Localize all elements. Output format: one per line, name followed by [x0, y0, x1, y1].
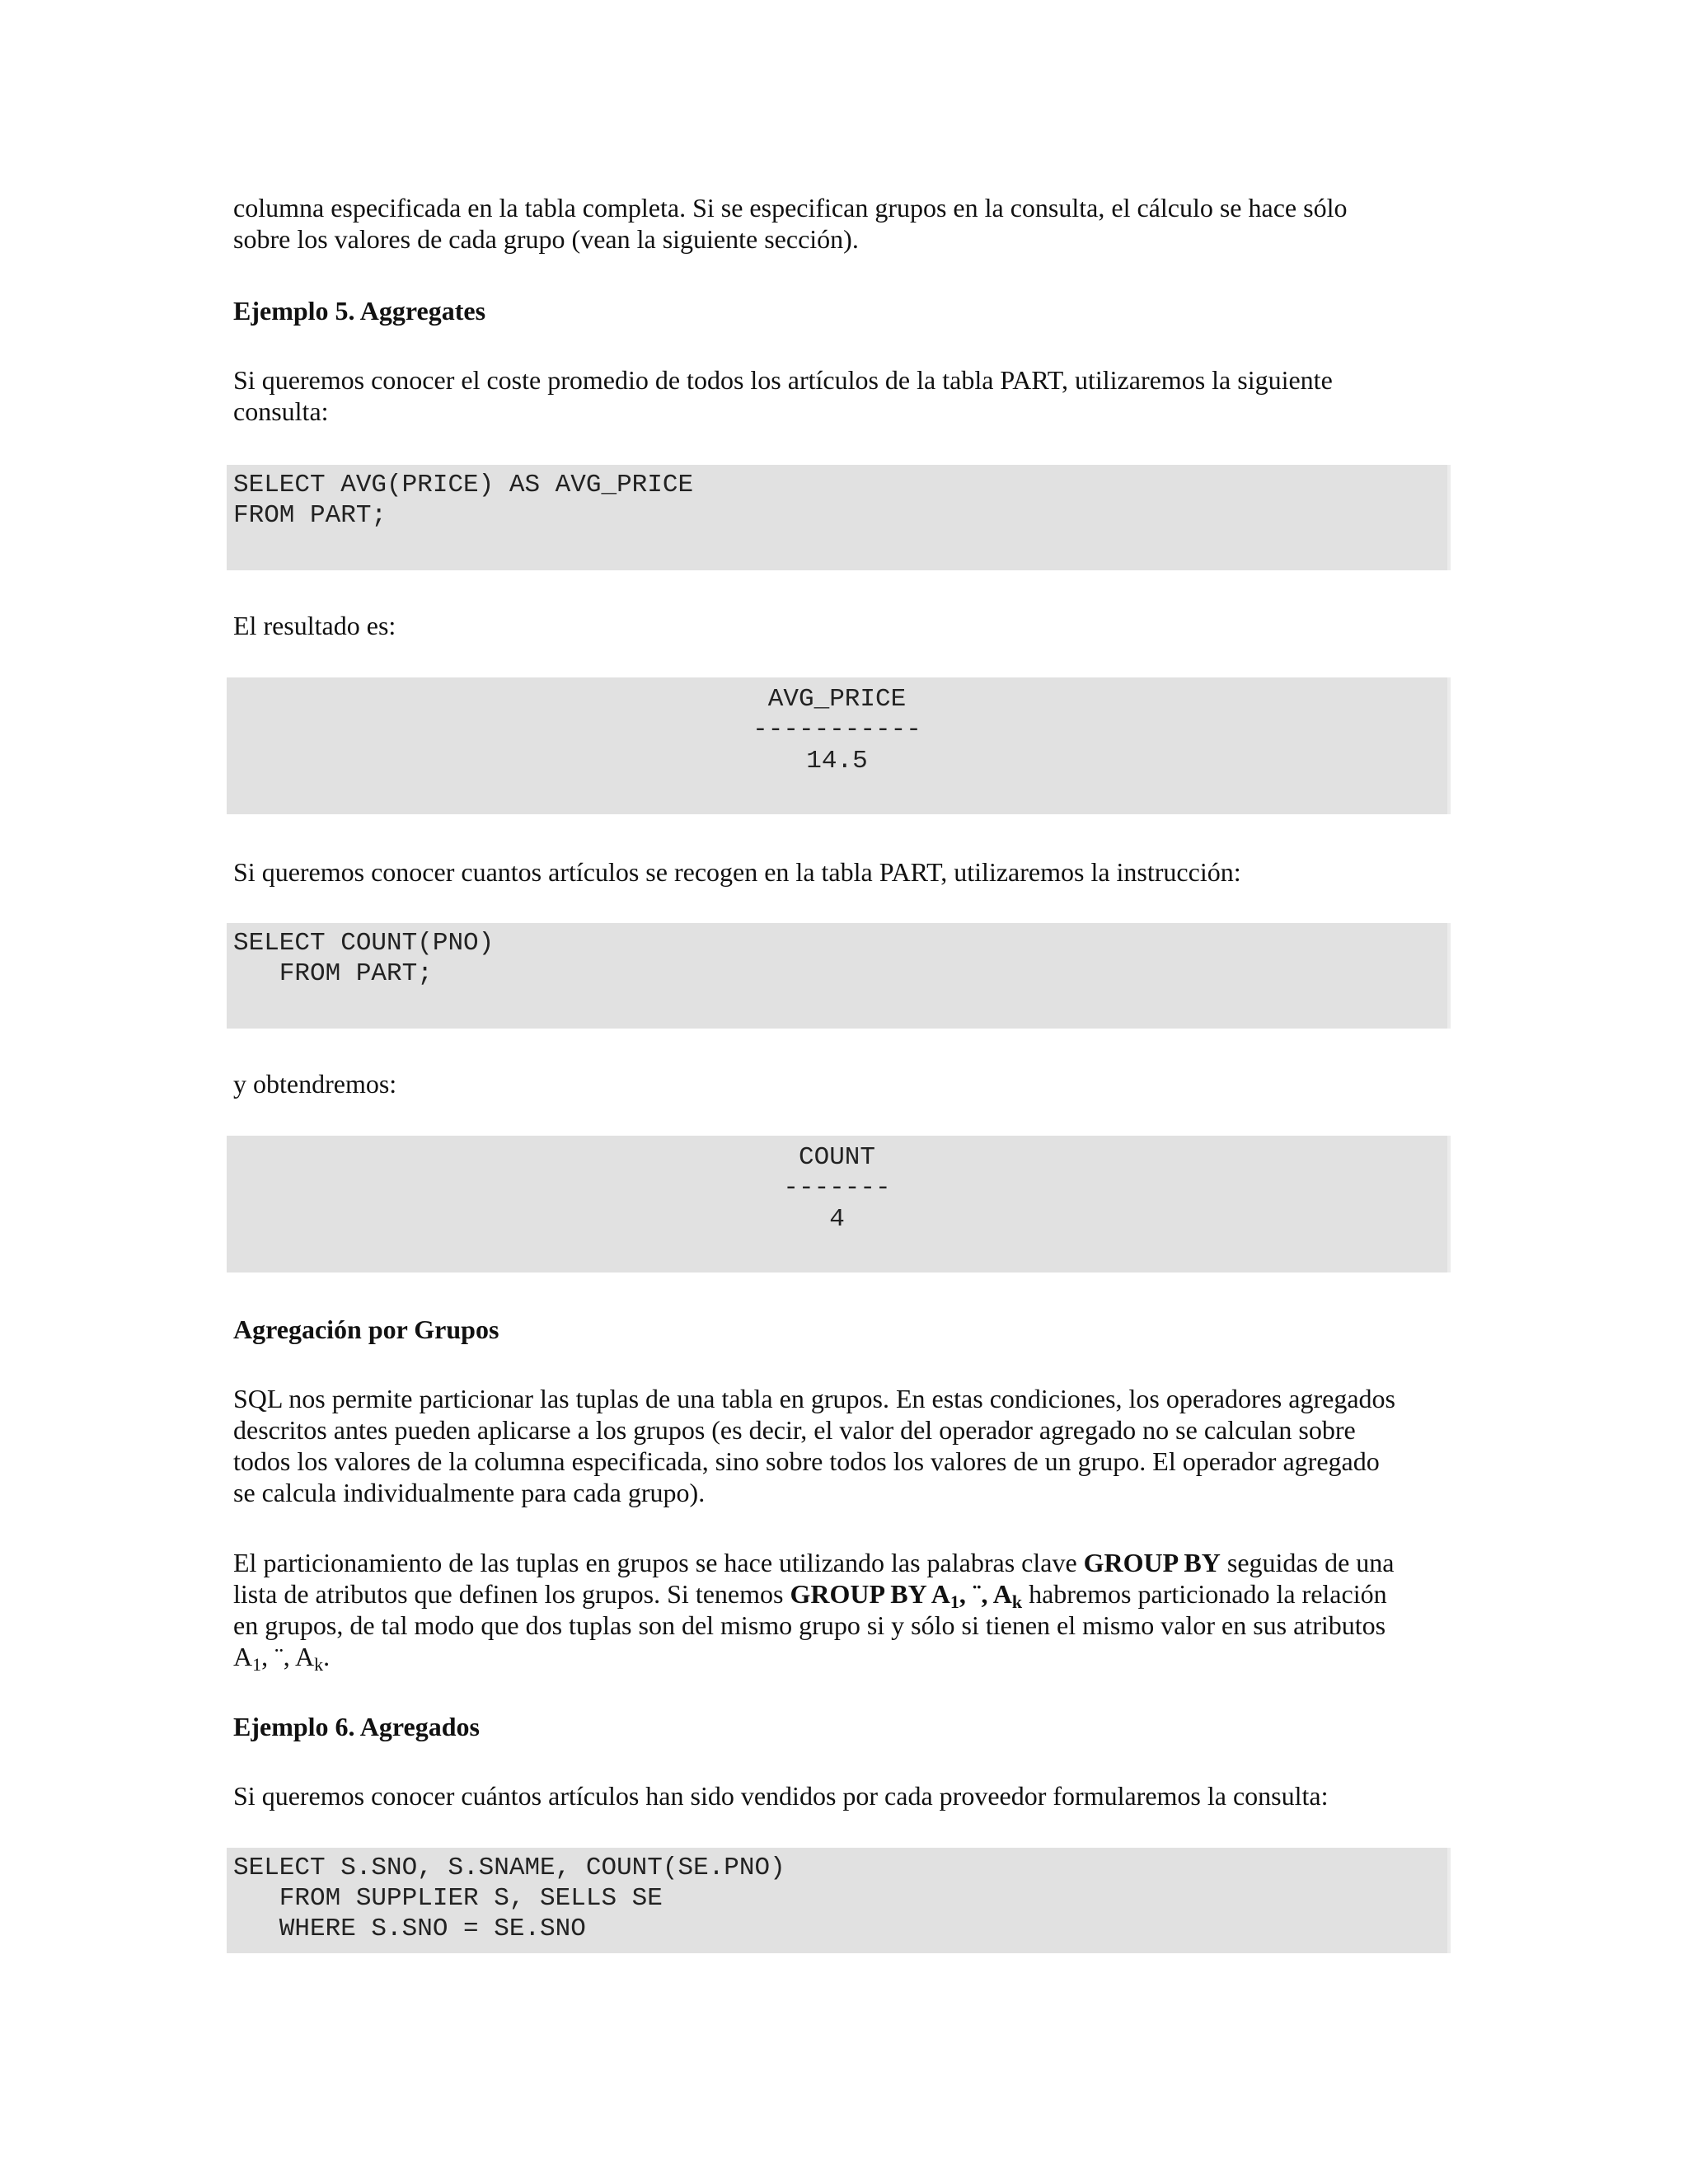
subscript: k: [314, 1654, 324, 1675]
text-run: lista de atributos que definen los grupos. Si tenemos: [233, 1579, 790, 1609]
code-line: FROM SUPPLIER S, SELLS SE: [233, 1884, 663, 1913]
group-p1-line-4: se calcula individualmente para cada grupo).: [233, 1478, 706, 1507]
result-value: 4: [829, 1205, 845, 1234]
code-block-group: [227, 1848, 1451, 1953]
code-block-avg: [227, 465, 1451, 570]
text-run: A: [233, 1642, 253, 1671]
code-line: SELECT S.SNO, S.SNAME, COUNT(SE.PNO): [233, 1854, 785, 1882]
code-block-count: [227, 923, 1451, 1029]
subscript: 1: [252, 1654, 262, 1675]
keyword-group-by: GROUP BY: [1083, 1548, 1221, 1577]
text-run: en grupos, de tal modo que dos tuplas son del mismo grupo si y sólo si tienen el mismo valor en sus atributos: [233, 1610, 1386, 1640]
code-line: WHERE S.SNO = SE.SNO: [233, 1915, 586, 1943]
example6-heading: Ejemplo 6. Agregados: [233, 1712, 480, 1741]
obtain-label: y obtendremos:: [233, 1069, 397, 1099]
example5-paragraph-2: Si queremos conocer cuantos artículos se recogen en la tabla PART, utilizaremos la instrucción:: [233, 857, 1241, 887]
result-label: El resultado es:: [233, 611, 396, 640]
result-value: 14.5: [806, 747, 868, 776]
text-run: , ¨, A: [261, 1642, 315, 1671]
text-run: , ¨, A: [959, 1579, 1012, 1609]
group-p1-line-1: SQL nos permite particionar las tuplas de una tabla en grupos. En estas condiciones, los operadores agregados: [233, 1384, 1395, 1413]
text-run: .: [323, 1642, 331, 1671]
result-block-count: [227, 1136, 1451, 1272]
text-run: El particionamiento de las tuplas en grupos se hace utilizando las palabras clave: [233, 1548, 1084, 1577]
code-line: FROM PART;: [233, 501, 387, 530]
text-run: habremos particionado la relación: [1022, 1579, 1387, 1609]
result-header: AVG_PRICE: [767, 685, 907, 714]
result-header: COUNT: [798, 1143, 875, 1172]
example6-paragraph: Si queremos conocer cuántos artículos han sido vendidos por cada proveedor formularemos la consulta:: [233, 1781, 1329, 1811]
group-section-heading: Agregación por Grupos: [233, 1315, 499, 1344]
example5-p1-line-2: consulta:: [233, 396, 329, 426]
text-run: GROUP BY A: [790, 1579, 950, 1609]
example5-p1-line-1: Si queremos conocer el coste promedio de todos los artículos de la tabla PART, utilizaremos la siguiente: [233, 365, 1333, 395]
result-separator: -------: [783, 1174, 891, 1202]
intro-line-2: sobre los valores de cada grupo (vean la siguiente sección).: [233, 224, 859, 254]
example5-heading: Ejemplo 5. Aggregates: [233, 296, 486, 326]
keyword-group-by-attrs: [790, 1579, 1023, 1612]
group-paragraph-1: [233, 1383, 1453, 1508]
result-block-avg: [227, 677, 1451, 814]
group-p1-line-3: todos los valores de la columna especificada, sino sobre todos los valores de un grupo. El operador agregado: [233, 1446, 1380, 1476]
text-run: seguidas de una: [1220, 1548, 1395, 1577]
code-line: SELECT AVG(PRICE) AS AVG_PRICE: [233, 471, 694, 499]
code-line: SELECT COUNT(PNO): [233, 929, 495, 958]
result-separator: -----------: [753, 715, 921, 744]
subscript: k: [1011, 1591, 1023, 1612]
intro-line-1: columna especificada en la tabla completa. Si se especifican grupos en la consulta, el cálculo se hace sólo: [233, 193, 1348, 223]
intro-paragraph: [233, 192, 1453, 255]
group-paragraph-2: [233, 1547, 1453, 1675]
example5-paragraph-1: [233, 364, 1453, 427]
subscript: 1: [950, 1591, 959, 1612]
group-p1-line-2: descritos antes pueden aplicarse a los grupos (es decir, el valor del operador agregado no se calculan sobre: [233, 1415, 1356, 1445]
code-line: FROM PART;: [233, 959, 433, 988]
